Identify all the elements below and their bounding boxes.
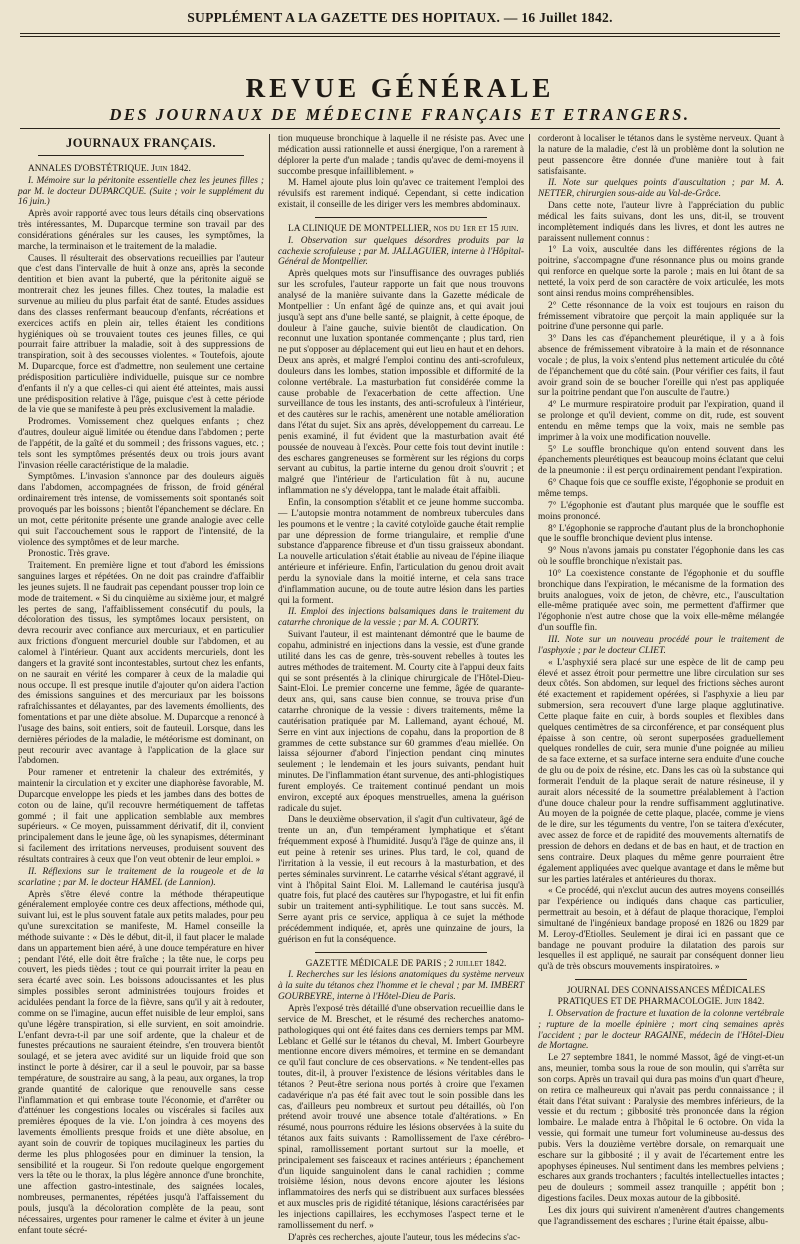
column-divider	[529, 134, 530, 1139]
running-head: SUPPLÉMENT A LA GAZETTE DES HOPITAUX. — 16 Juillet 1842.	[187, 10, 613, 25]
list-item: 5° Le souffle bronchique qu'on entend souvent dans les épanchements pleurétiques est beaucoup moins éclatant que celui de la pneumonie : il est perçu ordinairement pendant l'expiration.	[538, 444, 784, 477]
paragraph: D'après ces recherches, ajoute l'auteur, tous les médecins s'ac-	[288, 1232, 521, 1243]
paragraph: Enfin, la consomption s'établit et ce jeune homme succomba. — L'autopsie montra notamment de nombreux tubercules dans les poumons et le ventre ; la cavité cotyloïde gauche était remplie par une dépression de forme triangulaire, et remplie d'une substance d'apparence fibreuse et d'un tissu graisseux abondant. La nouvelle articulation s'était établie au niveau de l'épine iliaque antérieure et inférieure. Enfin, l'articulation du genou droit avait perdu la synoviale dans la moitié interne, et cela sans trace d'inflammation aucune, ou de toute autre lésion dans les parties qui la forment.	[278, 498, 524, 606]
paragraph: Symptômes. L'invasion s'annonce par des douleurs aiguës dans l'abdomen, accompagnées de frisson, de froid général ordinairement très intense, de vomissements soit spontanés soit provoqués par les boissons ; bientôt l'épanchement se déclare. En un mot, cette péritonite présente une grande analogie avec celle qui suit l'accouchement sous le rapport de l'intensité, de la violence des symptômes et de leur marche.	[18, 472, 264, 548]
journal-source: ANNALES D'OBSTÉTRIQUE. Juin 1842.	[28, 163, 191, 174]
section-rule	[38, 155, 245, 156]
column-1	[18, 134, 264, 1236]
separator	[315, 217, 487, 218]
paragraph: Prodromes. Vomissement chez quelques enfants ; chez d'autres, douleur aiguë limitée ou étendue dans l'abdomen ; perte de l'appétit, de la gaîté et du sommeil ; des frissons vagues, etc. ; tels sont les symptômes présentés deux ou trois jours avant l'invasion réelle caractéristique de la maladie.	[18, 417, 264, 471]
list-item: 6° Chaque fois que ce souffle existe, l'égophonie se produit en même temps.	[538, 478, 784, 499]
column-3	[538, 134, 784, 1227]
list-item: 2° Cette résonnance de la voix est toujours en raison du frémissement vibratoire que perçoit la main appliquée sur la poitrine d'une personne qui parle.	[538, 300, 784, 333]
paragraph: Dans le deuxième observation, il s'agit d'un cultivateur, âgé de trente un an, d'un tempérament lymphatique et s'étant fréquemment exposé à l'humidité. Jusqu'à l'âge de quinze ans, il eut peine à retenir ses urines. Plus tard, le col, quand de l'irritation à la vessie, il eut recours à la masturbation, et des pertes séminales survinrent. Le catarrhe vésical s'étant aggravé, il vint à l'hôpital Saint Eloi. M. Lallemand le cautérisa jusqu'à quatre fois, fut placé des cautères sur l'hypogastre, et lui fit enfin subir un traitement anti-syphilitique. Le tout sans succès. M. Serre ayant pris ce service, appliqua à ce sujet la méthode précédemment indiquée, et, après une quinzaine de jours, la guérison en fut la conséquence.	[278, 815, 524, 945]
header-rule	[20, 33, 780, 34]
paragraph: Les dix jours qui suivirent n'amenèrent d'autres changements que l'agrandissement des eschares ; l'urine était épaisse, albu-	[538, 1206, 784, 1227]
article-title: I. Observation sur quelques désordres produits par la cachexie scrofuleuse ; par M. JALLAGUIER, interne à l'Hôpital-Général de Montpellier.	[278, 235, 524, 268]
article-title: I. Observation de fracture et luxation de la colonne vertébrale ; rupture de la moelle épinière ; mort cinq semaines après l'accident ; par le docteur RAGAINE, médecin de l'Hôtel-Dieu de Mortagne.	[538, 1008, 784, 1052]
paragraph: Pour ramener et entretenir la chaleur des extrémités, y maintenir la circulation et y exciter une diaphorèse favorable, M. Duparcque enveloppe les pieds et les jambes dans des bottes de coton ou de laine, qu'il recouvre hermétiquement de taffetas gommé ; il fait une application semblable aux membres supérieurs. « Ce moyen, puissamment dérivatif, dit il, convient principalement dans le jeune âge, où les synapismes, déterminant si facilement des irritations nerveuses, produisent souvent des résultats contraires à ceux que l'on veut obtenir de leur emploi. »	[18, 768, 264, 865]
masthead-subtitle: DES JOURNAUX DE MÉDECINE FRANÇAIS ET ETRANGERS.	[109, 105, 691, 124]
list-item: 9° Nous n'avons jamais pu constater l'égophonie dans les cas où le souffle bronchique n'existait pas.	[538, 546, 784, 568]
journal-source: LA CLINIQUE DE MONTPELLIER, nos du 1er et 15 juin.	[288, 223, 519, 234]
separator	[575, 979, 747, 980]
paragraph: « Ce procédé, qui n'exclut aucun des autres moyens conseillés par l'expérience ou indiqués dans chaque cas particulier, permettrait au besoin, et à défaut de plaque thoracique, l'emploi simultané de l'ingénieux bandage proposé en 1826 ou 1829 par M. Leroy-d'Etiolles. Seulement je dirai ici en passant que ce bandage ne pouvant produire la dilatation des parois sur lesquelles il est appliqué, ne saurait par conséquent donner lieu qu'à de très obscurs mouvements inspiratoires. »	[538, 886, 784, 973]
paragraph: Suivant l'auteur, il est maintenant démontré que le baume de copahu, administré en injections dans la vessie, est d'une grande utilité dans les cas de genre, très-souvent rebelles à toutes les autres méthodes de traitement. M. Courty cite à l'appui deux faits qui se sont présentés à la clinique chirurgicale de l'Hôtel-Dieu-Saint-Eloi. Le premier concerne une femme, âgée de quarante-deux ans, qui, sans cause bien connue, se trouva prise d'un catarrhe chronique de la vessie : divers traitements, même la cautérisation pratiquée par M. Lallemand, ayant échoué, M. Serre en vint aux injections de copahu, dans la proportion de 8 grammes de cette substance sur 60 grammes d'eau miellée. On laissa séjourner d'abord l'injection pendant cinq minutes seulement ; le lendemain et les jours suivants, pendant huit minutes. De l'inflammation étant survenue, des anti-phlogistiques furent employés. Ce traitement continué pendant un mois environ, excepté aux époques menstruelles, amena la guérison radicale du sujet.	[278, 630, 524, 814]
paragraph: Traitement. En première ligne et tout d'abord les émissions sanguines larges et répétées. On ne doit pas craindre d'affaiblir les jeunes sujets. Il ne faudrait pas cependant pousser trop loin ce mode de traitement. « Si du cinquième au sixième jour, et malgré les pertes de sang, l'affaiblissement consécutif du pouls, la décoloration des tissus, les symptômes locaux persistent, on devra recourir avec confiance aux mercuriaux, et en particulier aux frictions d'onguent mercuriel double sur l'abdomen, et au calomel à l'intérieur. Quant aux accidents mercuriels, dont les dangers et la gravité sont incontestables, surtout chez les enfants, on ne saurait en vérité les comparer à ceux de la maladie qui nous occupe. Il est presque inutile d'ajouter qu'on aidera l'action des émissions sanguines et des mercuriaux par les boissons rafraîchissantes et délayantes, par des lavements émollients, des fomentations et par une diète absolue. M. Duparcque a renoncé à l'usage des bains, soit entiers, soit de fauteuil. Lorsque, dans les dernières périodes de la maladie, le météorisme est dominant, on peut recourir avec avantage à l'application de la glace sur l'abdomen.	[18, 561, 264, 767]
article-title: I. Mémoire sur la péritonite essentielle chez les jeunes filles ; par M. le docteur DUPARCQUE. (Suite ; voir le supplément du 16 juin.)	[18, 175, 264, 208]
paragraph: Dans cette note, l'auteur livre à l'appréciation du public médical les faits suivans, dont les uns, dit-il, se trouvent incomplètement indiqués dans les livres, et dont les autres ne paraissent nullement connus :	[538, 201, 784, 244]
article-title: I. Recherches sur les lésions anatomiques du système nerveux à la suite du tétanos chez l'homme et le cheval ; par M. IMBERT GOURBEYRE, interne à l'Hôtel-Dieu de Paris.	[278, 970, 524, 1003]
paragraph: Après s'être élevé contre la méthode thérapeutique généralement employée contre ces deux affections, méthode qui, suivant lui, est le plus souvent fatale aux petits malades, pour peu qu'une surexcitation se manifeste, M. Hamel conseille la méthode suivante : « Dès le début, dit-il, il faut placer le malade dans un appartement bien aéré, à une douce température en hiver ; pendant l'été, elle doit être fraîche ; la tête nue, le corps peu couvert, les pieds tièdes ; tout ce qui pourrait irriter la peau en sera écarté avec soin. Les boissons adoucissantes et les plus simples possibles seront administrées toujours froides et acidulées pendant la force de la fièvre, sans qu'il y ait à redouter, comme on se l'imagine, aucun effet nuisible de leur emploi, sans qu'une légère transpiration, si elle survient, en soit amoindrie. L'enfant devra-t-il par une soif ardente, que la chaleur et de funestes précautions ne sauraient éteindre, s'en trouvera bientôt soulagé, et se jetera avec avidité sur un liquide froid que son instinct le porte à désirer, car il a seul le pouvoir, par sa basse température, de soustraire au sang, à la peau, aux organes, la trop grande quantité de calorique que renouvelle sans cesse l'inflammation et qui embrase toute l'économie, et d'arrêter ou d'atténuer les congestions locales ou viscérales si faciles aux premières époques de la vie. L'on joindra à ces moyens des lavements émollients presque froids et une diète absolue, en ayant soin de couvrir de topiques mucilagineux les parties du derme les plus phlogosées pour en diminuer la tension, la sensibilité et la rougeur. Si l'on redoute quelque engorgement vers la tête ou le thorax, la plus légère annonce d'une bronchite, une affection gastro-intestinale, des saignées locales, nombreuses, permanentes, répétées jusqu'à l'affaissement du pouls, jusqu'à la décoloration complète de la peau, sont nécessaires, urgentes pour ramener le calme et éviter à un jeune enfant toute sécré-	[18, 889, 264, 1236]
list-item: 7° L'égophonie est d'autant plus marquée que le souffle est moins prononcé.	[538, 500, 784, 522]
list-item: 10° La coexistence constante de l'égophonie et du souffle bronchique dans l'expiration, le mécanisme de la formation des bruits analogues, voix de jeton, de chèvre, etc., l'auscultation elle-même pratiquée avec soin, me permettent d'affirmer que l'égophonie n'est autre chose que la voix elle-même mélangée d'un souffle fin.	[538, 568, 784, 634]
column-2	[278, 134, 524, 1243]
paragraph: « L'asphyxié sera placé sur une espèce de lit de camp peu élevé et assez étroit pour permettre une libre circulation sur ses deux côtés. Son abdomen, sur lequel des frictions sèches auront été exactement et rapidement opérées, si l'asphyxie a lieu par submersion, sera recouvert d'une large plaque agglutinative. Cette plaque faite en cuir, à bords souples et flexibles dans quelques centimètres de sa circonférence, et par conséquent plus épaisse à son centre, où seront superposées graduellement quelques rondelles de cuir, sera munie d'une poignée au milieu de sa face externe, et sa surface interne sera enduite d'une couche de glu ou de poix de résine, etc. Dans les cas où la substance qui formerait l'enduit de la plaque serait de nature résineuse, il y aurait alors nécessité de la soumettre préalablement à l'action d'une douce chaleur pour la rendre suffisamment agglutinative. Au moyen de la poignée de cette plaque, placée, comme je viens de le dire, sur les téguments du ventre, l'on se taitera d'exécuter, avec assez de force et de rapidité des mouvements alternatifs de pression de dehors en dedans et de bas en haut, et de traction en sens contraire. Deux plaques du même genre pourraient être également appliquées avec quelque avantage et dans le même but sur les parties latérales et antérieures du thorax.	[538, 657, 784, 885]
paragraph: Pronostic. Très grave.	[28, 549, 110, 560]
paragraph: Causes. Il résulterait des observations recueillies par l'auteur que c'est dans l'intervalle de huit à onze ans, après la seconde dentition et bien avant la puberté, que la péritonite aiguë se montrerait chez les jeunes filles. Chez toutes, la maladie est survenue au milieu du plus parfait état de santé. Etudes assidues dans des classes renfermant beaucoup d'enfants, récréations et exercices actifs en plein air, telles étaient les conditions hygiéniques où se trouvaient toutes ces jeunes filles, ce qui pourrait faire attribuer la maladie, soit à des suppressions de transpiration, soit à des secousses violentes. « Toutefois, ajoute M. Duparcque, force est d'admettre, non seulement une certaine prédisposition particulière individuelle, puisque sur ce nombre d'enfants il n'y a que celles-ci qui aient été atteintes, mais aussi une prédisposition relative à l'âge, puisque c'est à cette période de la vie que se manifeste à peu près exclusivement la maladie.	[18, 253, 264, 416]
paragraph: Après quelques mots sur l'insuffisance des ouvrages publiés sur les scrofules, l'auteur rapporte un fait que nous trouvons analysé de la manière suivante dans la Gazette médicale de Montpellier : Un enfant âgé de quinze ans, et qui avait joui jusqu'à sept ans d'une belle santé, se plaignit, à cette époque, de douleur à l'aine gauche, suivie bientôt de claudication. On reconnut une luxation spontanée commençante ; plus tard, rien ne put s'opposer au déplacement qui eut lieu en haut et en dehors. Deux ans après, et malgré l'emploi continu des anti-scrofuleux, douleurs dans les lombes, station impossible et difformité de la colonne vertébrale. La masturbation fut considérée comme la cause probable de l'exacerbation de cette affection. Une surveillance de tous les instants, des anti-scrofuleux à l'intérieur, et des cautères sur le rachis, amenèrent une notable amélioration dans l'état du sujet. Six ans après, développement du carreau. Le penis examiné, il fut évident que la masturbation avait été poussée de nouveau à l'excès. Pour cette fois tout devint inutile : des eschares gangreneuses se formèrent sur les régions du corps servant au cubitus, la partie interne du genou droit s'ouvrit ; et malgré que l'intérieur de l'articulation fût à nu, aucune inflammation ne s'y développa, tant le malade était affaibli.	[278, 269, 524, 497]
section-heading: JOURNAUX FRANÇAIS.	[66, 136, 216, 150]
article-title: II. Note sur quelques points d'auscultation ; par M. A. NETTER, chirurgien sous-aide au Val-de-Grâce.	[538, 178, 784, 200]
journal-source: GAZETTE MÉDICALE DE PARIS ; 2 juillet 1842.	[305, 958, 507, 969]
list-item: 1° La voix, auscultée dans les différentes régions de la poitrine, s'accompagne d'une résonnance plus ou moins grande qui renforce en quelque sorte la parole ; mais en lui ôtant de sa netteté, la voix perd de son caractère de voix articulée, les mots sont ainsi rendus moins compréhensibles.	[538, 245, 784, 299]
article-title: III. Note sur un nouveau procédé pour le traitement de l'asphyxie ; par le docteur CLIET.	[538, 634, 784, 656]
paragraph: tion muqueuse bronchique à laquelle il ne résiste pas. Avec une médication aussi rationnelle et aussi énergique, l'on a rarement à déplorer la perte d'un malade ; tandis qu'avec de demi-moyens il succombe presque infailliblement. »	[278, 134, 524, 177]
masthead-title: REVUE GÉNÉRALE	[245, 73, 555, 103]
article-title: II. Emploi des injections balsamiques dans le traitement du catarrhe chronique de la vessie ; par M. A. COURTY.	[278, 607, 524, 629]
masthead-rule	[20, 128, 780, 129]
paragraph: M. Hamel ajoute plus loin qu'avec ce traitement l'emploi des révulsifs est rarement indiqué. Cependant, si cette indication existait, il conseille de les diriger vers les membres abdominaux.	[278, 178, 524, 211]
article-title: II. Réflexions sur le traitement de la rougeole et de la scarlatine ; par M. le docteur HAMEL (de Lannion).	[18, 866, 264, 888]
column-divider	[269, 134, 270, 1139]
journal-source: JOURNAL DES CONNAISSANCES MÉDICALES PRATIQUES ET DE PHARMACOLOGIE. Juin 1842.	[557, 986, 766, 1007]
list-item: 4° Le murmure respiratoire produit par l'expiration, quand il se prolonge et qu'il devient, comme on dit, rude, est souvent entendu en même temps que la voix, mais ne semble pas imprimer à la voix une modification nouvelle.	[538, 400, 784, 443]
list-item: 8° L'égophonie se rapproche d'autant plus de la bronchophonie que le souffle bronchique devient plus intense.	[538, 523, 784, 545]
separator	[315, 952, 487, 953]
paragraph: corderont à localiser le tétanos dans le système nerveux. Quant à la nature de la maladie, c'est là un problème dont la solution ne peut passencore être donnée d'une manière tout à fait satisfaisante.	[538, 134, 784, 177]
paragraph: Le 27 septembre 1841, le nommé Massot, âgé de vingt-et-un ans, meunier, tomba sous la roue de son moulin, qui s'arrêta sur son corps. Après un travail qui dura pas moins d'un quart d'heure, on retira ce malheureux qui n'avait pas perdu connaissance ; il était dans l'état suivant : Paralysie des membres inférieurs, de la vessie et du rectum ; gibbosité très prononcée dans la région lombaire. Le malade entra à l'hôpital le 6 octobre. On vida la vessie, qui formait une tumeur fort volumineuse au-dessus des pubis. Vers la douzième vertèbre dorsale, on remarquait une eschare sur la gibbosité ; il y avait de l'écartement entre les apophyses épineuses. Nul sentiment dans les membres pelviens ; eschares aux grands trochanters ; facultés intellectuelles intactes ; peu de douleurs ; sommeil assez tranquille ; appétit bon ; digestions faciles. Deux moxas autour de la gibbosité.	[538, 1053, 784, 1205]
paragraph: Après avoir rapporté avec tous leurs détails cinq observations très intéressantes, M. Duparcque termine son travail par des considérations générales sur les causes, les symptômes, la marche, la terminaison et le traitement de la maladie.	[18, 209, 264, 252]
header-rule-double	[20, 36, 780, 37]
paragraph: Après l'exposé très détaillé d'une observation recueillie dans le service de M. Breschet, et le résumé des recherches anatomo-pathologiques qui ont été faites dans ces derniers temps par MM. Leblanc et Gellé sur le tétanos du cheval, M. Imbert Gourbeyre mentionne encore divers mémoires, et termine en se demandant ce qu'il faut conclure de ces observations. « Ne tendent-elles pas toutes, dit-il, à prouver l'existence de lésions véritables dans le tétanos ? Peut-être seriona nous portés à croire que l'examen cadavérique n'a pas été fait avec tout le soin possible dans les cas, d'ailleurs peu nombreux et surtout peu détaillés, où l'on prétend avoir trouvé une absence totale d'altérations. » En résumé, nous pourrons réduire les lésions observées à la suite du tétanos aux faits suivants : Ramollissement de l'axe cérébro-spinal, ramollissement portant surtout sur la moelle, et principalement ses faisceaux et racines antérieurs ; épanchement d'un liquide sanguinolent dans le canal rachidien ; comme troisième lésion, nous devons encore ajouter les lésions inflammatoires des nerfs qui se distribuent aux surfaces blessées et aux muscles pris de rigidité tétanique, lésions caractérisées par les injections capillaires, les ecchymoses l'aspect terne et le ramollissement du nerf. »	[278, 1003, 524, 1231]
list-item: 3° Dans les cas d'épanchement pleurétique, il y a à fois absence de frémissement vibratoire à la main et de résonnance vocale ; de plus, la voix s'entend plus nettement articulée du côté de l'épanchement que du côté sain. (Pour vérifier ces faits, il faut avoir grand soin de se boucher l'oreille qui n'est pas appliquée sur la poitrine pendant que l'on ausculte de l'autre.)	[538, 334, 784, 399]
